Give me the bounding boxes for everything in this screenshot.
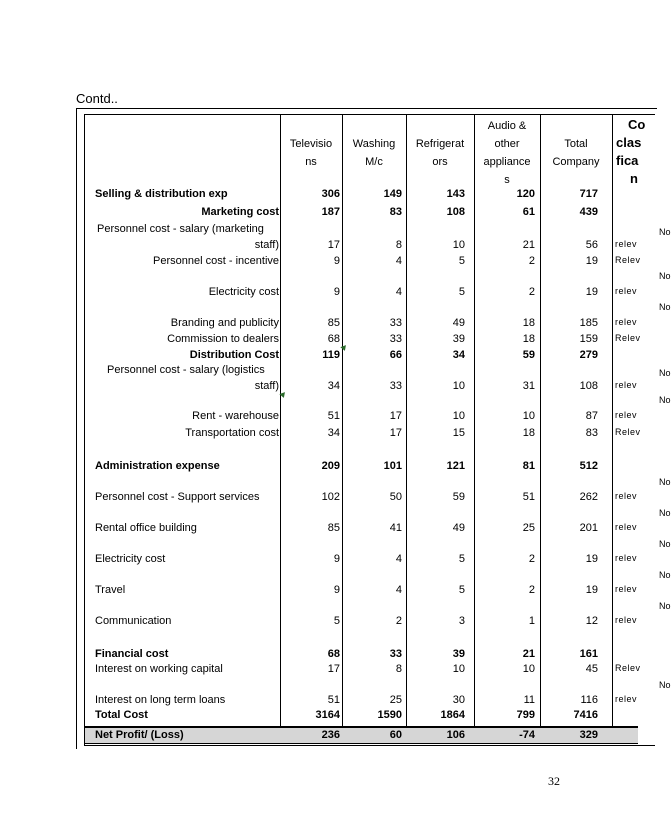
row-net-profit: Net Profit/ (Loss) 236 60 106 -74 329 [85,726,638,744]
column-divider [540,114,541,744]
page-number: 32 [548,774,560,788]
column-divider [342,114,343,744]
header-classification: Co clas fica n [616,117,646,186]
column-divider [612,114,613,744]
column-divider [280,114,281,744]
continuation-label: Contd.. [76,91,118,106]
column-divider [474,114,475,744]
header-audio-appliances: Audio & other appliance s [483,120,531,186]
column-divider [406,114,407,744]
header-televisions: Televisio ns [289,138,333,168]
header-washing-machines: Washing M/c [352,138,396,168]
header-total-company: Total Company [552,138,600,168]
header-refrigerators: Refrigerat ors [415,138,465,168]
